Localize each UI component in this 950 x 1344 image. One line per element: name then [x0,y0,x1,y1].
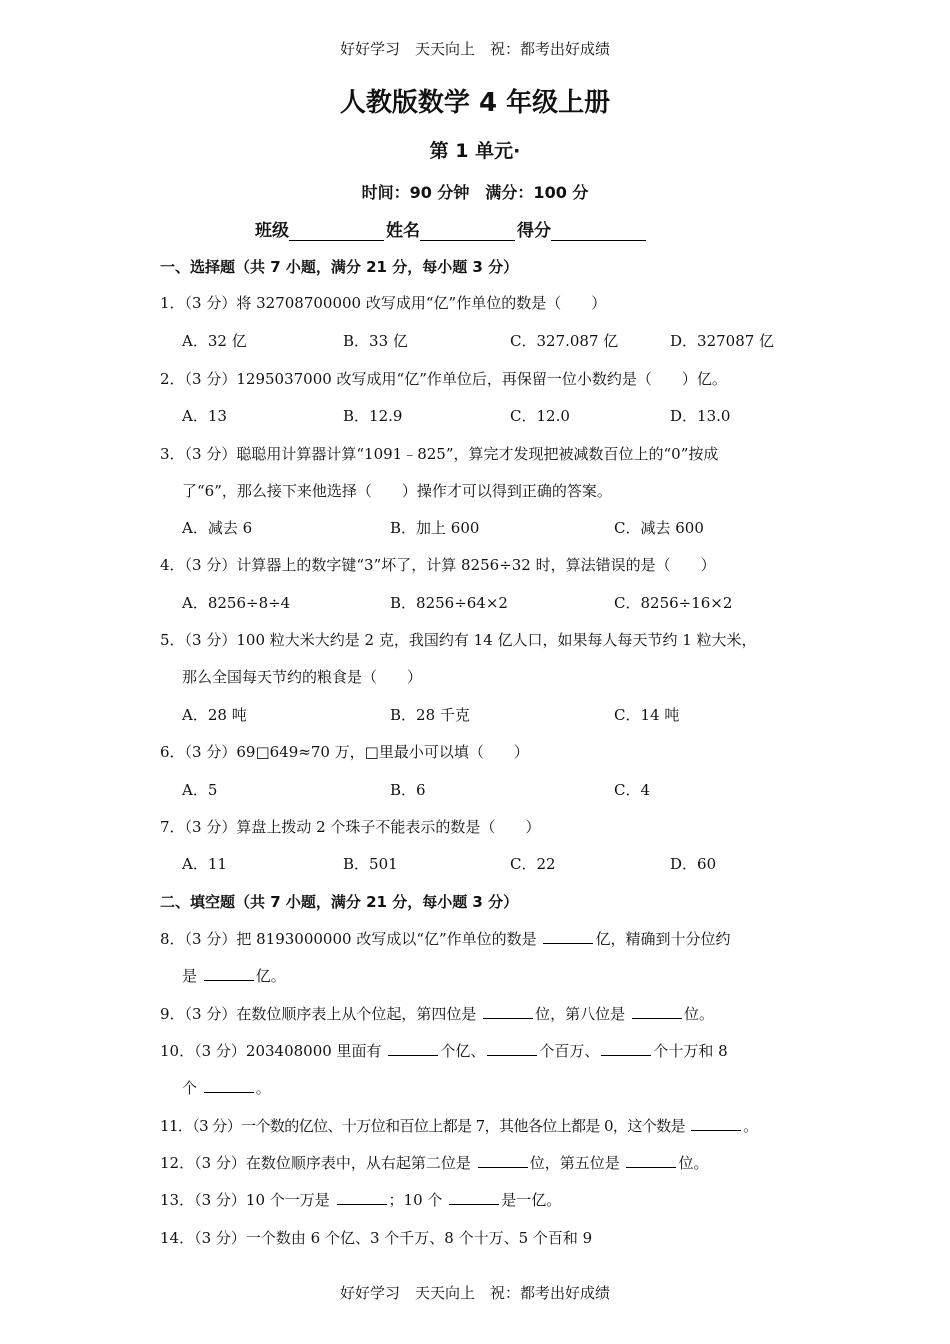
question-10-line2 [182,1077,271,1098]
question-2: 2．（3 分）1295037000 改写成用“亿”作单位后，再保留一位小数约是（ ）亿。 [160,370,727,388]
name-blank[interactable] [420,223,515,241]
unit-subtitle: 第 1 单元· [429,140,521,162]
q8-blank-2[interactable] [204,966,254,981]
q7-option-c[interactable]: C．22 [510,855,556,873]
question-10-line1 [160,1040,728,1061]
q13-text-b: ；10 个 [388,1191,443,1209]
q8-text-c: 是 [182,967,198,985]
q9-blank-1[interactable] [483,1004,533,1019]
q5-option-a[interactable]: A．28 吨 [182,706,247,724]
page-title: 人教版数学 4 年级上册 [339,88,611,118]
q13-blank-1[interactable] [337,1190,387,1205]
q6-option-a[interactable]: A．5 [182,781,218,799]
question-3-line1: 3．（3 分）聪聪用计算器计算“1091﹣825”，算完才发现把被减数百位上的“0”按成 [160,445,719,463]
question-3-line2: 了“6”，那么接下来他选择（ ）操作才可以得到正确的答案。 [182,482,612,500]
q4-option-c[interactable]: C．8256÷16×2 [614,594,733,612]
q6-option-b[interactable]: B．6 [390,781,426,799]
score-blank[interactable] [551,223,646,241]
score-label: 得分 [517,221,551,241]
q3-option-b[interactable]: B．加上 600 [390,519,480,537]
q11-blank-1[interactable] [691,1116,741,1131]
page-footer: 好好学习 天天向上 祝：都考出好成绩 [339,1284,610,1302]
q13-text-a: 13．（3 分）10 个一万是 [160,1191,330,1209]
q8-blank-1[interactable] [543,929,593,944]
q1-option-c[interactable]: C．327.087 亿 [510,332,619,350]
q8-text-d: 亿。 [255,967,286,985]
q13-text-c: 是一亿。 [501,1191,562,1209]
q4-option-a[interactable]: A．8256÷8÷4 [182,594,291,612]
q2-option-b[interactable]: B．12.9 [343,407,403,425]
q10-text-a: 10．（3 分）203408000 里面有 [160,1042,382,1060]
question-8-line2 [182,965,286,986]
q11-text-b: 。 [743,1117,758,1135]
q4-option-b[interactable]: B．8256÷64×2 [390,594,508,612]
question-8-line1 [160,928,730,949]
q7-option-a[interactable]: A．11 [182,855,227,873]
q9-text-b: 位，第八位是 [535,1005,626,1023]
question-1: 1．（3 分）将 32708700000 改写成用“亿”作单位的数是（ ） [160,294,607,312]
student-info [255,216,648,241]
question-4: 4．（3 分）计算器上的数字键“3”坏了，计算 8256÷32 时，算法错误的是（ ） [160,556,716,574]
class-blank[interactable] [289,223,384,241]
q10-text-d: 个十万和 8 [653,1042,728,1060]
question-5-line2: 那么全国每天节约的粮食是（ ） [182,668,423,686]
q12-blank-2[interactable] [626,1153,676,1168]
q2-option-d[interactable]: D．13.0 [670,407,731,425]
q12-blank-1[interactable] [478,1153,528,1168]
q10-text-c: 个百万、 [539,1042,600,1060]
q12-text-b: 位，第五位是 [529,1154,620,1172]
q10-blank-2[interactable] [487,1041,537,1056]
q1-option-b[interactable]: B．33 亿 [343,332,408,350]
class-label: 班级 [255,221,289,241]
q9-blank-2[interactable] [632,1004,682,1019]
q8-text-a: 8．（3 分）把 8193000000 改写成以“亿”作单位的数是 [160,930,537,948]
time-score-info: 时间：90 分钟 满分：100 分 [361,183,589,202]
q10-blank-3[interactable] [601,1041,651,1056]
section-fill-heading: 二、填空题（共 7 小题，满分 21 分，每小题 3 分） [160,893,519,911]
q3-option-c[interactable]: C．减去 600 [614,519,704,537]
q1-option-a[interactable]: A．32 亿 [182,332,247,350]
question-5-line1: 5．（3 分）100 粒大米大约是 2 克，我国约有 14 亿人口，如果每人每天节约 1 粒大米， [160,631,757,649]
q1-option-d[interactable]: D．327087 亿 [670,332,775,350]
q9-text-a: 9．（3 分）在数位顺序表上从个位起，第四位是 [160,1005,477,1023]
q12-text-c: 位。 [678,1154,709,1172]
page-header: 好好学习 天天向上 祝：都考出好成绩 [339,40,610,58]
q2-option-a[interactable]: A．13 [182,407,227,425]
name-label: 姓名 [386,221,420,241]
section-choice-heading: 一、选择题（共 7 小题，满分 21 分，每小题 3 分） [160,258,519,276]
question-12 [160,1152,709,1173]
q6-option-c[interactable]: C．4 [614,781,651,799]
question-9 [160,1003,714,1024]
q9-text-c: 位。 [683,1005,714,1023]
q3-option-a[interactable]: A．减去 6 [182,519,253,537]
question-14: 14．（3 分）一个数由 6 个亿、3 个千万、8 个十万、5 个百和 9 [160,1229,593,1247]
question-6: 6．（3 分）69□649≈70 万，□里最小可以填（ ） [160,743,529,761]
question-11 [160,1115,758,1136]
question-13 [160,1189,561,1210]
q12-text-a: 12．（3 分）在数位顺序表中，从右起第二位是 [160,1154,471,1172]
q11-text-a: 11．（3 分）一个数的亿位、十万位和百位上都是 7，其他各位上都是 0，这个数是 [160,1117,685,1135]
q13-blank-2[interactable] [449,1190,499,1205]
q10-text-e: 个 [182,1079,198,1097]
q10-text-b: 个亿、 [440,1042,486,1060]
q10-blank-1[interactable] [388,1041,438,1056]
q7-option-d[interactable]: D．60 [670,855,717,873]
q8-text-b: 亿，精确到十分位约 [595,930,731,948]
q5-option-c[interactable]: C．14 吨 [614,706,680,724]
q2-option-c[interactable]: C．12.0 [510,407,570,425]
question-7: 7．（3 分）算盘上拨动 2 个珠子不能表示的数是（ ） [160,818,541,836]
q5-option-b[interactable]: B．28 千克 [390,706,470,724]
q7-option-b[interactable]: B．501 [343,855,398,873]
q10-text-f: 。 [255,1079,271,1097]
q10-blank-4[interactable] [204,1078,254,1093]
